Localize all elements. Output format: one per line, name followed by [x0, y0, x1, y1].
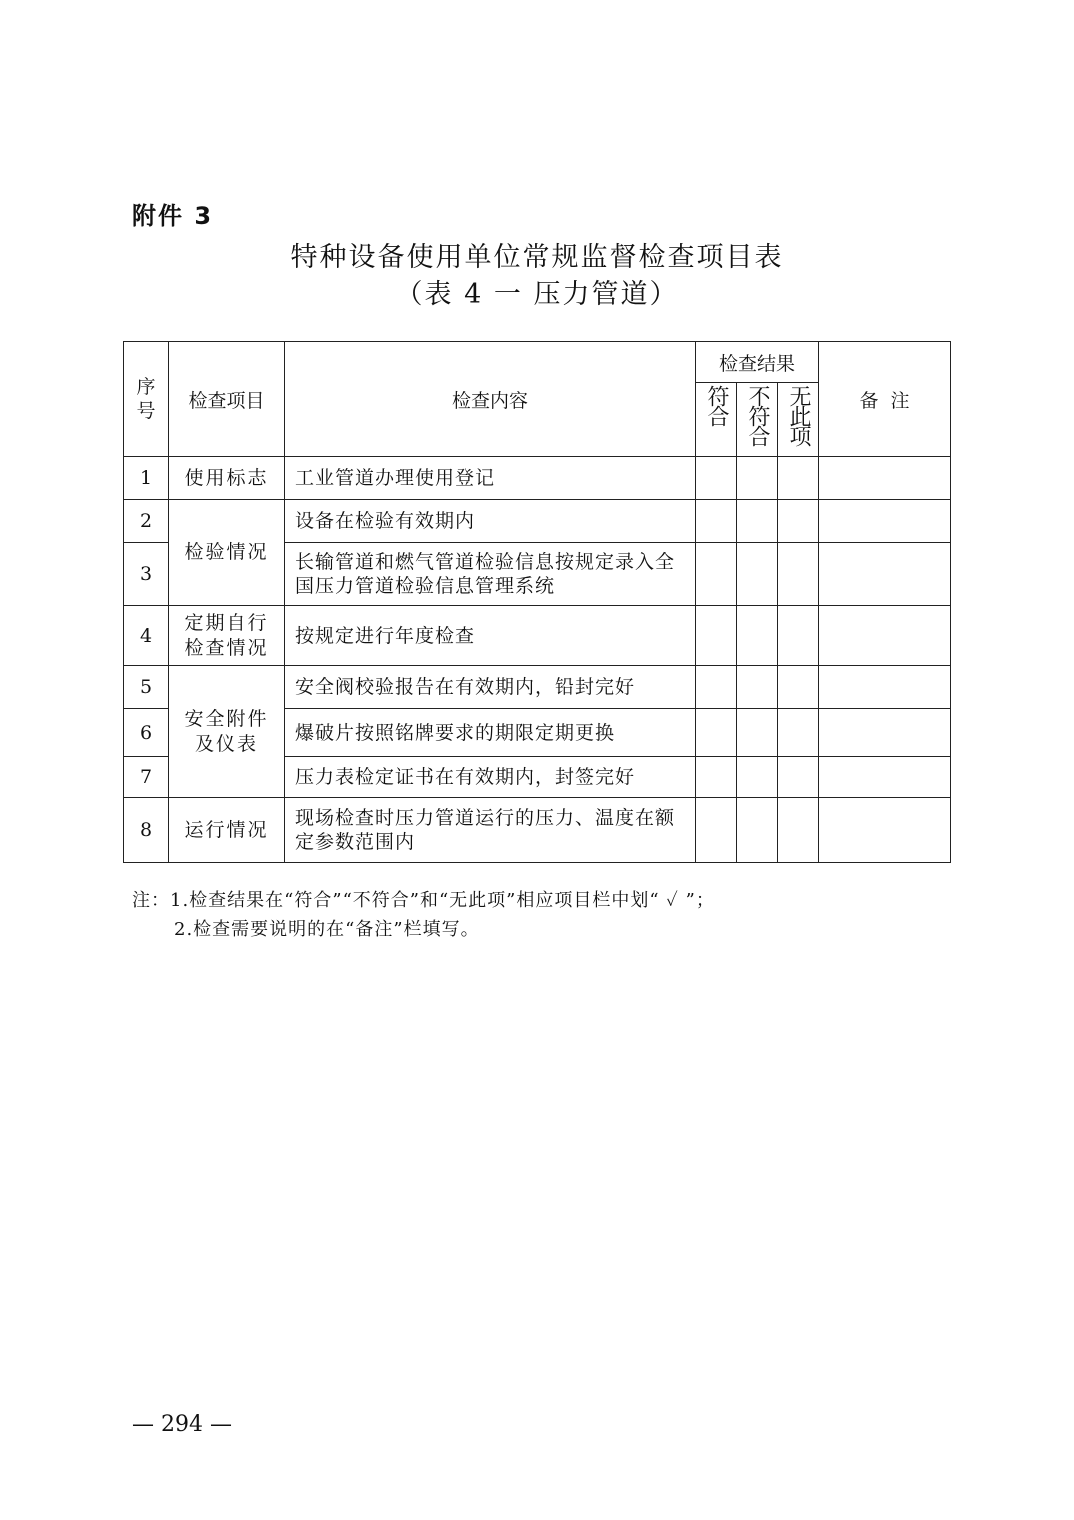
row-item: 使用标志: [169, 457, 285, 500]
remark-cell[interactable]: [819, 757, 951, 798]
attachment-label: 附件 3: [132, 202, 214, 230]
row-item: 安全附件及仪表: [169, 666, 285, 798]
header-content: 检查内容: [285, 342, 696, 457]
row-seq: 7: [124, 757, 169, 798]
result-conform-cell[interactable]: [696, 709, 737, 757]
row-content: 工业管道办理使用登记: [285, 457, 696, 500]
header-item: 检查项目: [169, 342, 285, 457]
page-subtitle: （表 4 一 压力管道）: [395, 279, 679, 310]
result-conform-cell[interactable]: [696, 757, 737, 798]
remark-cell[interactable]: [819, 666, 951, 709]
row-content: 爆破片按照铭牌要求的期限定期更换: [285, 709, 696, 757]
result-na-cell[interactable]: [778, 757, 819, 798]
header-seq: 序 号: [124, 342, 169, 457]
note-line-1: 注：1.检查结果在“符合”“不符合”和“无此项”相应项目栏中划“ ✓ ”；: [132, 890, 715, 911]
header-na: 无此项: [778, 383, 819, 457]
remark-cell[interactable]: [819, 606, 951, 666]
row-seq: 6: [124, 709, 169, 757]
result-conform-cell[interactable]: [696, 606, 737, 666]
result-nonconform-cell[interactable]: [737, 500, 778, 543]
remark-cell[interactable]: [819, 500, 951, 543]
row-seq: 2: [124, 500, 169, 543]
notes: [132, 886, 715, 944]
result-nonconform-cell[interactable]: [737, 798, 778, 863]
result-na-cell[interactable]: [778, 500, 819, 543]
result-nonconform-cell[interactable]: [737, 606, 778, 666]
row-content: 安全阀校验报告在有效期内，铅封完好: [285, 666, 696, 709]
row-seq: 8: [124, 798, 169, 863]
result-nonconform-cell[interactable]: [737, 666, 778, 709]
header-conform: 符合: [696, 383, 737, 457]
result-conform-cell[interactable]: [696, 798, 737, 863]
result-conform-cell[interactable]: [696, 457, 737, 500]
row-content: 现场检查时压力管道运行的压力、温度在额定参数范围内: [285, 798, 696, 863]
result-na-cell[interactable]: [778, 457, 819, 500]
row-content: 设备在检验有效期内: [285, 500, 696, 543]
result-conform-cell[interactable]: [696, 543, 737, 606]
table-row: [124, 457, 951, 500]
row-item: 运行情况: [169, 798, 285, 863]
remark-cell[interactable]: [819, 457, 951, 500]
row-item: 检验情况: [169, 500, 285, 606]
result-na-cell[interactable]: [778, 798, 819, 863]
table-row: [124, 606, 951, 666]
page-title: 特种设备使用单位常规监督检查项目表: [290, 242, 784, 273]
row-seq: 4: [124, 606, 169, 666]
row-content: 长输管道和燃气管道检验信息按规定录入全国压力管道检验信息管理系统: [285, 543, 696, 606]
remark-cell[interactable]: [819, 709, 951, 757]
result-na-cell[interactable]: [778, 606, 819, 666]
row-seq: 3: [124, 543, 169, 606]
row-content: 按规定进行年度检查: [285, 606, 696, 666]
result-conform-cell[interactable]: [696, 500, 737, 543]
result-na-cell[interactable]: [778, 709, 819, 757]
result-nonconform-cell[interactable]: [737, 757, 778, 798]
remark-cell[interactable]: [819, 543, 951, 606]
table-row: [124, 500, 951, 543]
row-seq: 1: [124, 457, 169, 500]
remark-cell[interactable]: [819, 798, 951, 863]
header-remark: 备 注: [819, 342, 951, 457]
table-row: [124, 798, 951, 863]
inspection-table: [123, 341, 951, 863]
result-conform-cell[interactable]: [696, 666, 737, 709]
result-nonconform-cell[interactable]: [737, 543, 778, 606]
page-number: — 294 —: [132, 1412, 232, 1437]
header-result: 检查结果: [696, 342, 819, 383]
result-nonconform-cell[interactable]: [737, 457, 778, 500]
result-na-cell[interactable]: [778, 543, 819, 606]
header-nonconform: 不符合: [737, 383, 778, 457]
row-content: 压力表检定证书在有效期内，封签完好: [285, 757, 696, 798]
result-na-cell[interactable]: [778, 666, 819, 709]
row-item: 定期自行检查情况: [169, 606, 285, 666]
table-row: [124, 666, 951, 709]
row-seq: 5: [124, 666, 169, 709]
note-line-2: 2.检查需要说明的在“备注”栏填写。: [174, 919, 480, 940]
result-nonconform-cell[interactable]: [737, 709, 778, 757]
